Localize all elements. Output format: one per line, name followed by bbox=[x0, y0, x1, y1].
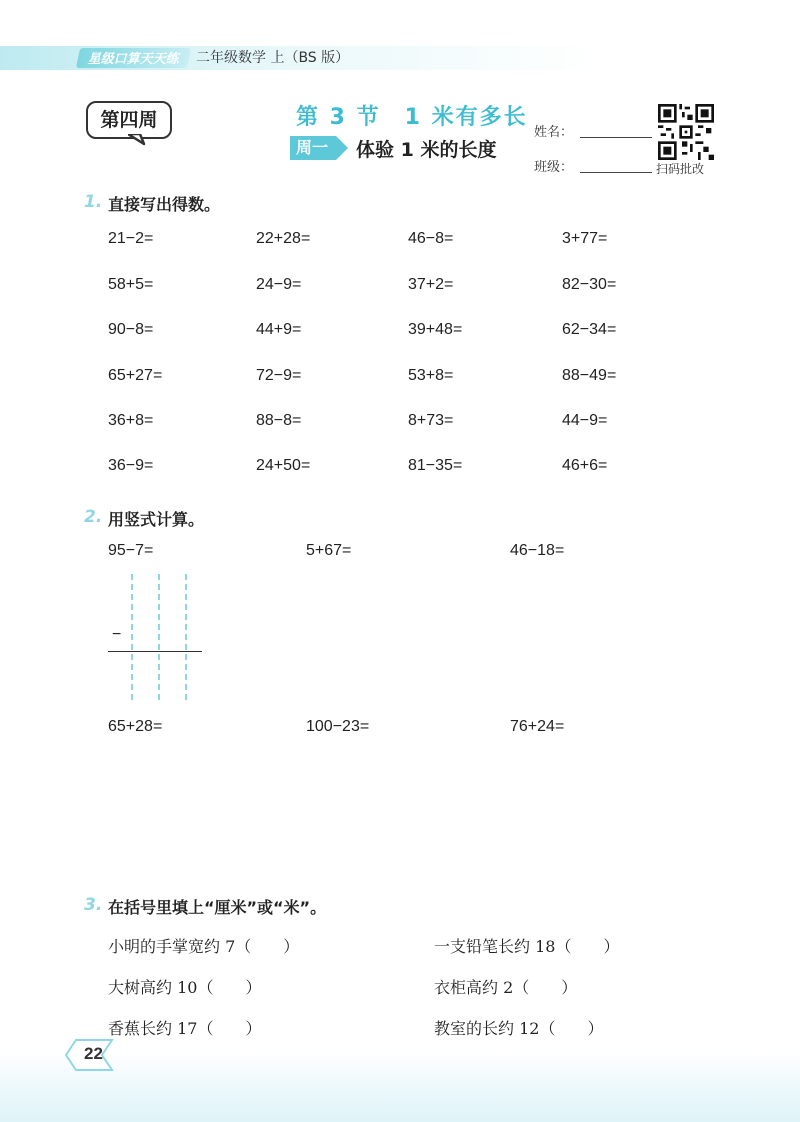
footer-decoration bbox=[0, 1052, 800, 1122]
q1-expression: 24+50= bbox=[256, 457, 311, 474]
q1-expression: 36+8= bbox=[108, 412, 154, 429]
q2-expression: 5+67= bbox=[306, 542, 352, 559]
guide-dash-line bbox=[131, 574, 133, 700]
q3-fill-item: 香蕉长约 17（ ） bbox=[108, 1019, 262, 1038]
q1-number: 1. bbox=[84, 192, 103, 212]
q2-expression: 95−7= bbox=[108, 542, 154, 559]
badge-tail-icon bbox=[128, 134, 146, 146]
q2-expression: 65+28= bbox=[108, 718, 163, 735]
q2-expression: 46−18= bbox=[510, 542, 565, 559]
q1-expression: 37+2= bbox=[408, 276, 454, 293]
q1-expression: 44−9= bbox=[562, 412, 608, 429]
q2-expression: 100−23= bbox=[306, 718, 370, 735]
q1-expression: 58+5= bbox=[108, 276, 154, 293]
q3-fill-item: 衣柜高约 2（ ） bbox=[434, 978, 578, 997]
week-badge: 第四周 bbox=[86, 101, 172, 139]
qr-label: 扫码批改 bbox=[656, 162, 705, 176]
q1-expression: 53+8= bbox=[408, 367, 454, 384]
q1-expression: 44+9= bbox=[256, 321, 302, 338]
q3-fill-item: 教室的长约 12（ ） bbox=[434, 1019, 604, 1038]
vertical-minus-sign: − bbox=[112, 626, 122, 643]
guide-dash-line bbox=[158, 574, 160, 700]
q3-number: 3. bbox=[84, 895, 103, 915]
q1-expression: 36−9= bbox=[108, 457, 154, 474]
guide-dash-line bbox=[185, 574, 187, 700]
q1-expression: 8+73= bbox=[408, 412, 454, 429]
book-title: 二年级数学 上（BS 版） bbox=[196, 50, 350, 66]
q1-expression: 65+27= bbox=[108, 367, 163, 384]
q1-expression: 88−49= bbox=[562, 367, 617, 384]
q1-expression: 82−30= bbox=[562, 276, 617, 293]
q2-text: 用竖式计算。 bbox=[108, 510, 205, 529]
class-label: 班级： bbox=[534, 160, 574, 175]
page-number: 22 bbox=[84, 1044, 103, 1063]
q1-expression: 24−9= bbox=[256, 276, 302, 293]
q2-number: 2. bbox=[84, 507, 103, 527]
q1-expression: 3+77= bbox=[562, 230, 608, 247]
day-tag-label: 周一 bbox=[296, 138, 329, 157]
q1-expression: 46+6= bbox=[562, 457, 608, 474]
q2-expression: 76+24= bbox=[510, 718, 565, 735]
q1-expression: 21−2= bbox=[108, 230, 154, 247]
q1-expression: 90−8= bbox=[108, 321, 154, 338]
q1-expression: 22+28= bbox=[256, 230, 311, 247]
series-tag bbox=[76, 48, 191, 68]
q1-expression: 88−8= bbox=[256, 412, 302, 429]
q1-expression: 62−34= bbox=[562, 321, 617, 338]
q3-fill-item: 小明的手掌宽约 7（ ） bbox=[108, 937, 300, 956]
q1-expression: 46−8= bbox=[408, 230, 454, 247]
q1-expression: 72−9= bbox=[256, 367, 302, 384]
q1-text: 直接写出得数。 bbox=[108, 195, 221, 214]
series-name: 星级口算天天练 bbox=[87, 52, 179, 67]
q3-text: 在括号里填上“厘米”或“米”。 bbox=[108, 898, 327, 917]
q1-expression: 39+48= bbox=[408, 321, 463, 338]
q3-fill-item: 大树高约 10（ ） bbox=[108, 978, 262, 997]
qr-code-icon[interactable] bbox=[658, 104, 714, 160]
name-field[interactable] bbox=[580, 136, 652, 138]
section-title: 第 3 节 1 米有多长 bbox=[296, 105, 528, 130]
class-field[interactable] bbox=[580, 171, 652, 173]
vertical-calc-line bbox=[108, 651, 202, 652]
q1-expression: 81−35= bbox=[408, 457, 463, 474]
name-label: 姓名： bbox=[534, 125, 574, 140]
lesson-title: 体验 1 米的长度 bbox=[356, 139, 497, 161]
q3-fill-item: 一支铅笔长约 18（ ） bbox=[434, 937, 620, 956]
